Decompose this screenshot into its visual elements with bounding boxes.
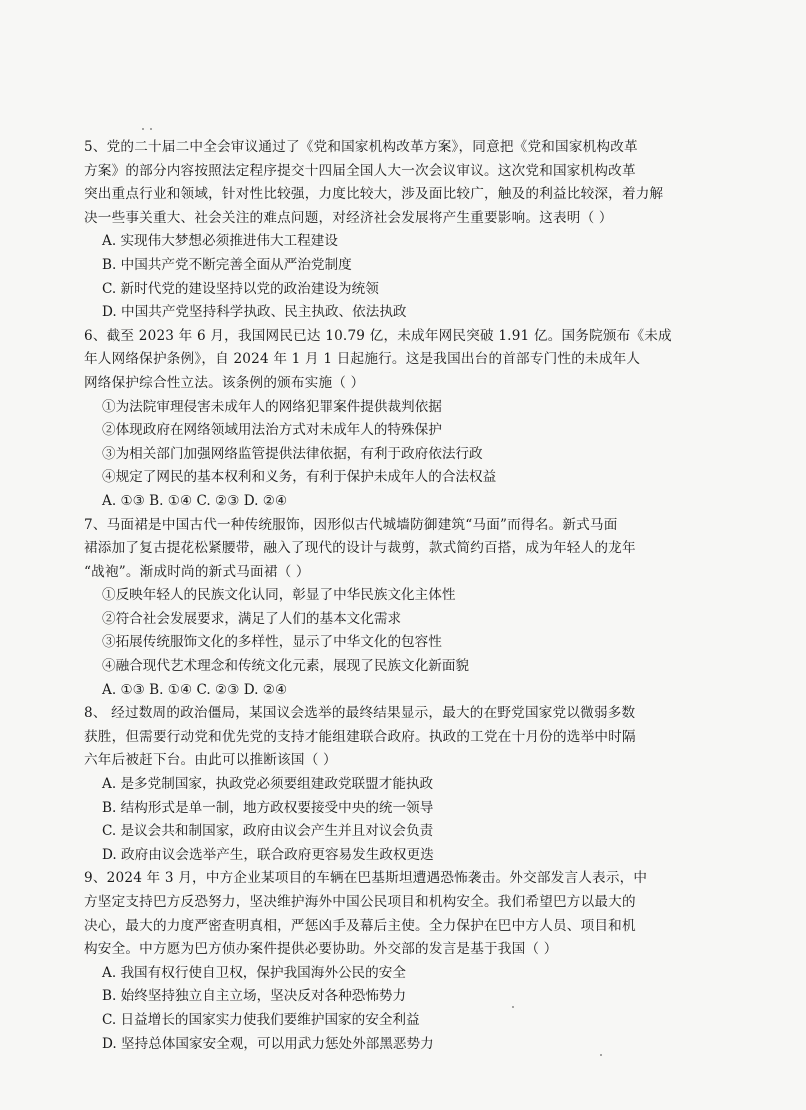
question-stem-line: 5、党的二十届二中全会审议通过了《党和国家机构改革方案》，同意把《党和国家机构改革 <box>84 139 638 155</box>
question-stem-line: 决一些事关重大、社会关注的难点问题，对经济社会发展将产生重要影响。这表明（ ） <box>84 209 613 226</box>
question-stem-line: 年人网络保护条例》，自 2024 年 1 月 1 日起施行。这是我国出台的首部专门性的未成年人 <box>84 351 641 368</box>
question-stem-line: 7、马面裙是中国古代一种传统服饰，因形似古代城墙防御建筑“马面”而得名。新式马面 <box>84 516 618 533</box>
answer-option: C. 是议会共和制国家，政府由议会产生并且对议会负责 <box>102 823 434 840</box>
answer-choices: A. ①③ B. ①④ C. ②③ D. ②④ <box>102 492 288 509</box>
answer-option: B. 结构形式是单一制，地方政权要接受中央的统一领导 <box>102 799 434 816</box>
answer-option: C. 日益增长的国家实力使我们要维护国家的安全利益 <box>102 1011 420 1028</box>
statement-item: ④规定了网民的基本权利和义务，有利于保护未成年人的合法权益 <box>102 469 497 486</box>
answer-option: A. 我国有权行使自卫权，保护我国海外公民的安全 <box>102 964 406 981</box>
statement-item: ②体现政府在网络领域用法治方式对未成年人的特殊保护 <box>102 422 442 439</box>
question-stem-line: 6、截至 2023 年 6 月，我国网民已达 10.79 亿，未成年网民突破 1.91 亿。国务院颁布《未成 <box>84 327 672 344</box>
answer-choices: A. ①③ B. ①④ C. ②③ D. ②④ <box>102 681 288 698</box>
answer-option: D. 政府由议会选举产生，联合政府更容易发生政权更迭 <box>102 846 434 863</box>
answer-option: D. 中国共产党坚持科学执政、民主执政、依法执政 <box>102 304 407 321</box>
question-stem-line: 方坚定支持巴方反恐努力，坚决维护海外中国公民项目和机构安全。我们希望巴方以最大的 <box>84 894 636 910</box>
answer-option: D. 坚持总体国家安全观，可以用武力惩处外部黑恶势力 <box>102 1035 434 1052</box>
question-6 <box>84 325 672 514</box>
statement-item: ④融合现代艺术理念和传统文化元素，展现了民族文化新面貌 <box>102 658 470 675</box>
question-list <box>84 136 672 1056</box>
question-stem-line: 网络保护综合性立法。该条例的颁布实施（ ） <box>84 374 365 391</box>
statement-item: ①为法院审理侵害未成年人的网络犯罪案件提供裁判依据 <box>102 398 442 415</box>
question-stem-line: 裙添加了复古提花松紧腰带，融入了现代的设计与裁剪，款式简约百搭，成为年轻人的龙年 <box>84 540 636 557</box>
answer-option: A. 是多党制国家，执政党必须要组建政党联盟才能执政 <box>102 776 434 793</box>
question-9 <box>84 867 648 1056</box>
statement-item: ③为相关部门加强网络监管提供法律依据，有利于政府依法行政 <box>102 445 483 462</box>
question-stem-line: 决心，最大的力度严密查明真相，严惩凶手及幕后主使。全力保护在巴中方人员、项目和机 <box>84 917 636 934</box>
question-8 <box>84 702 644 867</box>
question-stem-line: “战袍”。渐成时尚的新式马面裙（ ） <box>84 563 310 580</box>
statement-item: ②符合社会发展要求，满足了人们的基本文化需求 <box>102 610 402 627</box>
question-stem-line: 突出重点行业和领域，针对性比较强，力度比较大，涉及面比较广，触及的利益比较深，着力解 <box>84 186 664 203</box>
statement-item: ①反映年轻人的民族文化认同，彰显了中华民族文化主体性 <box>102 587 456 604</box>
question-stem-line: 构安全。中方愿为巴方侦办案件提供必要协助。外交部的发言是基于我国（ ） <box>84 941 558 958</box>
question-stem-line: 获胜，但需要行动党和优先党的支持才能组建联合政府。执政的工党在十月份的选举中时隔 <box>84 728 636 745</box>
answer-option: A. 实现伟大梦想必须推进伟大工程建设 <box>102 233 338 250</box>
scan-speck <box>150 128 152 130</box>
question-5 <box>84 136 664 325</box>
answer-option: B. 始终坚持独立自主立场，坚决反对各种恐怖势力 <box>102 988 407 1005</box>
question-stem-line: 方案》的部分内容按照法定程序提交十四届全国人大一次会议审议。这次党和国家机构改革 <box>84 162 636 179</box>
answer-option: C. 新时代党的建设坚持以党的政治建设为统领 <box>102 280 379 297</box>
scan-speck <box>142 128 144 130</box>
answer-option: B. 中国共产党不断完善全面从严治党制度 <box>102 256 352 273</box>
question-stem-line: 六年后被赶下台。由此可以推断该国（ ） <box>84 752 337 769</box>
question-stem-line: 8、 经过数周的政治僵局，某国议会选举的最终结果显示，最大的在野党国家党以微弱多数 <box>84 705 636 722</box>
question-7 <box>84 514 644 703</box>
statement-item: ③拓展传统服饰文化的多样性，显示了中华文化的包容性 <box>102 634 442 651</box>
question-stem-line: 9、2024 年 3 月，中方企业某项目的车辆在巴基斯坦遭遇恐怖袭击。外交部发言人表示，中 <box>84 870 648 887</box>
